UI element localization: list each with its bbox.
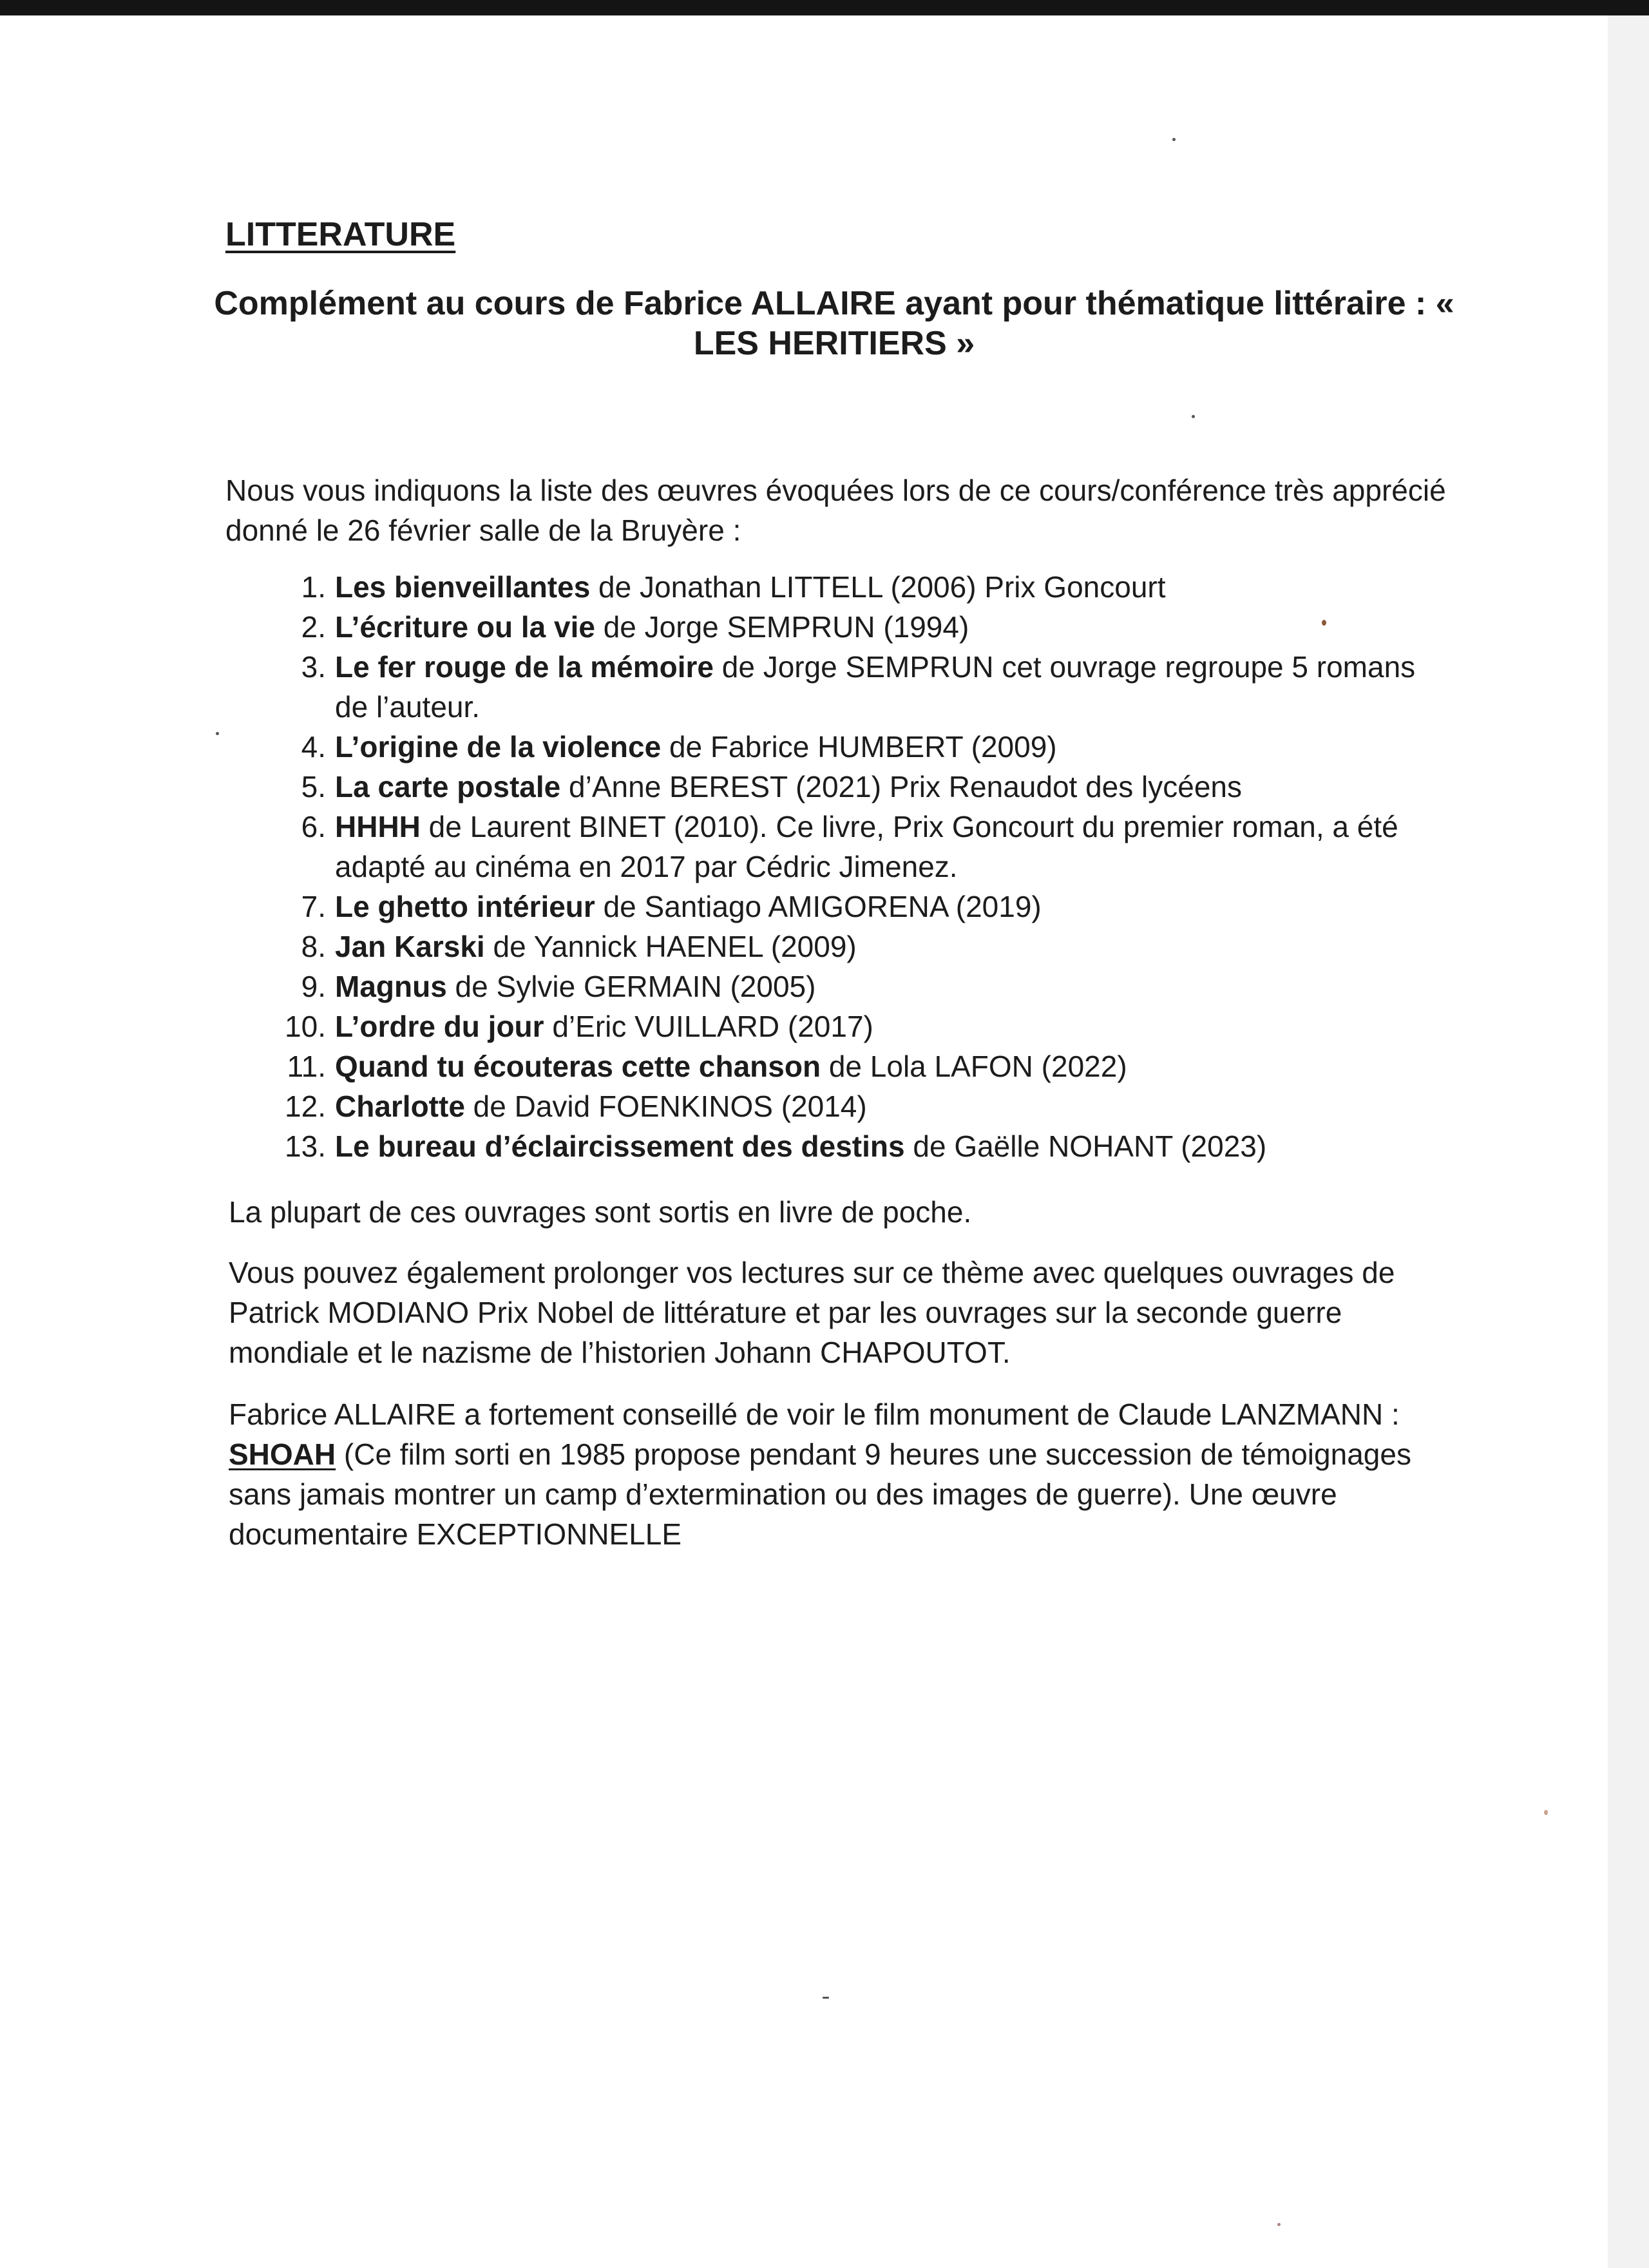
scan-speck [1322, 620, 1326, 626]
work-title: L’origine de la violence [335, 730, 662, 764]
list-item [271, 966, 1456, 1006]
work-details: de Lola LAFON (2022) [821, 1050, 1127, 1083]
work-details: d’Eric VUILLARD (2017) [544, 1010, 873, 1043]
list-item [271, 607, 1456, 647]
list-item [271, 1126, 1456, 1166]
work-details: de Sylvie GERMAIN (2005) [446, 970, 816, 1003]
item-number: 1. [301, 570, 326, 604]
list-item [271, 567, 1456, 607]
work-title: Magnus [335, 970, 447, 1003]
item-number: 7. [301, 890, 326, 923]
list-item [271, 807, 1456, 887]
work-title: Le ghetto intérieur [335, 890, 595, 923]
work-details: de Jorge SEMPRUN cet ouvrage regroupe 5 romans de l’auteur. [335, 650, 1416, 724]
list-item [271, 727, 1456, 767]
works-list [271, 567, 1456, 1166]
item-number: 13. [285, 1129, 326, 1163]
list-item [271, 1086, 1456, 1126]
work-title: La carte postale [335, 770, 561, 803]
page-title: LITTERATURE [225, 216, 456, 253]
work-title: L’ordre du jour [335, 1010, 544, 1043]
intro-paragraph: Nous vous indiquons la liste des œuvres évoquées lors de ce cours/conférence très apprécié donné le 26 février salle de la Bruyère : [225, 474, 1446, 547]
work-details: d’Anne BEREST (2021) Prix Renaudot des lycéens [560, 770, 1242, 803]
list-item [271, 887, 1456, 927]
list-item [271, 1046, 1456, 1086]
pocket-paragraph: La plupart de ces ouvrages sont sortis en livre de poche. [229, 1195, 972, 1229]
list-item [271, 647, 1456, 727]
work-details: de Santiago AMIGORENA (2019) [595, 890, 1042, 923]
list-item [271, 927, 1456, 966]
work-details: de Laurent BINET (2010). Ce livre, Prix Goncourt du premier roman, a été adapté au cinéma en 2017 par Cédric Jimenez. [335, 810, 1398, 883]
item-number: 6. [301, 810, 326, 843]
work-title: Les bienveillantes [335, 570, 591, 604]
item-number: 9. [301, 970, 326, 1003]
work-title: Charlotte [335, 1090, 465, 1123]
item-number: 4. [301, 730, 326, 764]
film-intro-text: Fabrice ALLAIRE a fortement conseillé de voir le film monument de Claude LANZMANN : [229, 1398, 1400, 1431]
scan-speck [216, 732, 219, 735]
work-details: de David FOENKINOS (2014) [464, 1090, 867, 1123]
scan-top-edge [0, 0, 1649, 15]
item-number: 3. [301, 650, 326, 684]
film-description: (Ce film sorti en 1985 propose pendant 9 heures une succession de témoignages sans jamais montrer un camp d’extermination ou des images de guerre). Une œuvre documentaire EXCEPTIONNELLE [229, 1437, 1411, 1551]
list-item [271, 767, 1456, 807]
list-item [271, 1006, 1456, 1046]
work-title: Quand tu écouteras cette chanson [335, 1050, 821, 1083]
film-title: SHOAH [229, 1437, 336, 1471]
film-paragraph [229, 1394, 1453, 1554]
scan-speck [1172, 138, 1176, 141]
work-details: de Jonathan LITTELL (2006) Prix Goncourt [590, 570, 1166, 604]
item-number: 11. [287, 1050, 326, 1083]
item-number: 12. [285, 1090, 326, 1123]
work-details: de Jorge SEMPRUN (1994) [595, 610, 969, 644]
scan-speck [823, 1997, 829, 1999]
page-subtitle: Complément au cours de Fabrice ALLAIRE ayant pour thématique littéraire : « LES HERITIERS » [214, 285, 1454, 362]
work-title: HHHH [335, 810, 421, 843]
scan-speck [1544, 1810, 1548, 1815]
work-details: de Gaëlle NOHANT (2023) [904, 1129, 1267, 1163]
work-title: Jan Karski [335, 930, 485, 963]
work-title: Le bureau d’éclaircissement des destins [335, 1129, 905, 1163]
item-number: 5. [301, 770, 326, 803]
document-page [0, 15, 1608, 2268]
item-number: 10. [285, 1010, 326, 1043]
further-reading-paragraph: Vous pouvez également prolonger vos lectures sur ce thème avec quelques ouvrages de Patrick MODIANO Prix Nobel de littérature et par les ouvrages sur la seconde guerre mondiale et le nazisme de l’historien Johann CHAPOUTOT. [229, 1256, 1395, 1369]
work-details: de Yannick HAENEL (2009) [484, 930, 857, 963]
scan-right-edge [1608, 15, 1649, 2268]
work-title: Le fer rouge de la mémoire [335, 650, 714, 684]
scan-speck [1192, 415, 1195, 418]
item-number: 8. [301, 930, 326, 963]
scan-speck [1277, 2223, 1281, 2226]
item-number: 2. [301, 610, 326, 644]
work-details: de Fabrice HUMBERT (2009) [661, 730, 1057, 764]
work-title: L’écriture ou la vie [335, 610, 595, 644]
